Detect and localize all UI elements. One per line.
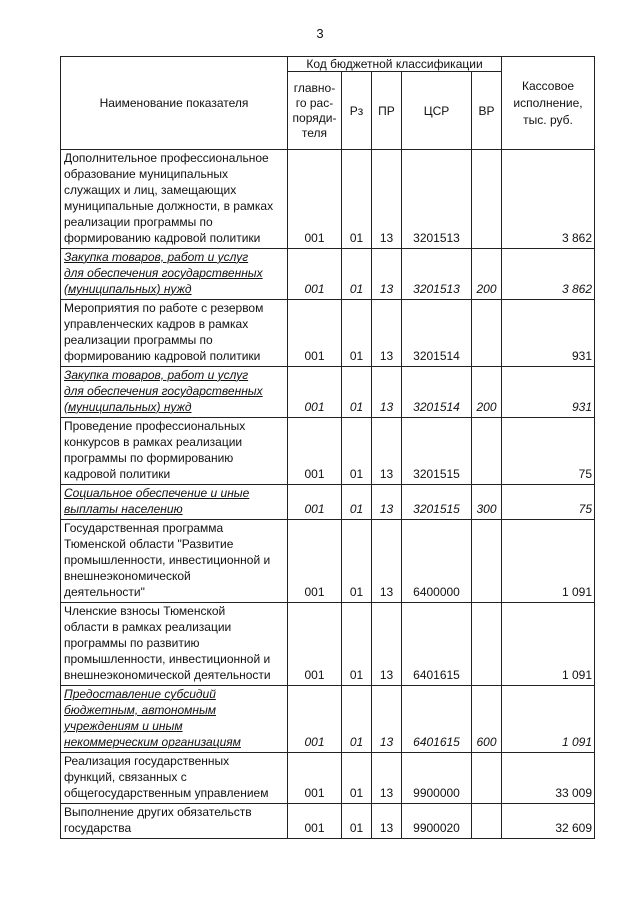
table-body <box>61 150 595 839</box>
row-name: Реализация государственных функций, связанных с общегосударственным управлением <box>61 753 288 804</box>
row-pr: 13 <box>372 686 402 753</box>
row-vr <box>472 804 502 839</box>
row-glavnogo: 001 <box>288 249 342 300</box>
row-pr: 13 <box>372 150 402 249</box>
row-name: Проведение профессиональных конкурсов в рамках реализации программы по формированию кадровой политики <box>61 418 288 485</box>
row-pr: 13 <box>372 367 402 418</box>
row-glavnogo: 001 <box>288 753 342 804</box>
page-number: 3 <box>316 26 324 41</box>
row-glavnogo: 001 <box>288 686 342 753</box>
row-glavnogo: 001 <box>288 603 342 686</box>
row-rz: 01 <box>342 150 372 249</box>
row-csr: 6401615 <box>402 603 472 686</box>
row-rz: 01 <box>342 686 372 753</box>
row-name: Мероприятия по работе с резервом управленческих кадров в рамках реализации программы по формированию кадровой политики <box>61 300 288 367</box>
table-row <box>61 753 595 804</box>
row-name: Выполнение других обязательств государства <box>61 804 288 839</box>
row-glavnogo: 001 <box>288 367 342 418</box>
header-name: Наименование показателя <box>61 57 288 150</box>
row-name: Дополнительное профессиональное образование муниципальных служащих и лиц, замещающих муниципальные должности, в рамках реализации программы по формированию кадровой политики <box>61 150 288 249</box>
table-row <box>61 300 595 367</box>
row-vr: 300 <box>472 485 502 520</box>
row-vr <box>472 300 502 367</box>
row-name: Членские взносы Тюменской области в рамках реализации программы по развитию промышленности, инвестиционной и внешнеэкономической деятельности <box>61 603 288 686</box>
header-amount: Кассовое исполнение, тыс. руб. <box>502 57 595 150</box>
row-vr <box>472 150 502 249</box>
row-amount: 33 009 <box>502 753 595 804</box>
table-row <box>61 418 595 485</box>
row-pr: 13 <box>372 520 402 603</box>
table-row <box>61 150 595 249</box>
table-row <box>61 485 595 520</box>
row-amount: 931 <box>502 300 595 367</box>
row-vr <box>472 753 502 804</box>
row-csr: 3201513 <box>402 249 472 300</box>
row-glavnogo: 001 <box>288 150 342 249</box>
row-amount: 1 091 <box>502 686 595 753</box>
row-csr: 6400000 <box>402 520 472 603</box>
table-row <box>61 249 595 300</box>
table-row <box>61 603 595 686</box>
row-amount: 1 091 <box>502 603 595 686</box>
row-vr: 200 <box>472 249 502 300</box>
row-glavnogo: 001 <box>288 300 342 367</box>
row-csr: 3201515 <box>402 485 472 520</box>
row-csr: 3201515 <box>402 418 472 485</box>
row-amount: 931 <box>502 367 595 418</box>
row-vr: 200 <box>472 367 502 418</box>
row-name: Предоставление субсидий бюджетным, автономным учреждениям и иным некоммерческим организациям <box>61 686 288 753</box>
row-vr <box>472 520 502 603</box>
row-pr: 13 <box>372 804 402 839</box>
row-vr <box>472 603 502 686</box>
row-rz: 01 <box>342 367 372 418</box>
row-rz: 01 <box>342 300 372 367</box>
row-vr: 600 <box>472 686 502 753</box>
header-budget-code-group: Код бюджетной классификации <box>288 57 502 72</box>
header-glavnogo: главно- го рас- поряди- теля <box>288 72 342 150</box>
row-glavnogo: 001 <box>288 418 342 485</box>
row-amount: 75 <box>502 418 595 485</box>
budget-table <box>60 56 595 839</box>
row-vr <box>472 418 502 485</box>
row-rz: 01 <box>342 804 372 839</box>
row-amount: 32 609 <box>502 804 595 839</box>
row-rz: 01 <box>342 520 372 603</box>
row-name: Государственная программа Тюменской области "Развитие промышленности, инвестиционной и внешнеэкономической деятельности" <box>61 520 288 603</box>
row-rz: 01 <box>342 249 372 300</box>
row-name: Социальное обеспечение и иные выплаты населению <box>61 485 288 520</box>
header-csr: ЦСР <box>402 72 472 150</box>
table-row <box>61 520 595 603</box>
row-pr: 13 <box>372 418 402 485</box>
table-row <box>61 686 595 753</box>
header-rz: Рз <box>342 72 372 150</box>
row-pr: 13 <box>372 753 402 804</box>
row-pr: 13 <box>372 603 402 686</box>
row-pr: 13 <box>372 249 402 300</box>
header-pr: ПР <box>372 72 402 150</box>
row-name: Закупка товаров, работ и услуг для обеспечения государственных (муниципальных) нужд <box>61 249 288 300</box>
row-csr: 3201513 <box>402 150 472 249</box>
row-pr: 13 <box>372 300 402 367</box>
row-amount: 3 862 <box>502 249 595 300</box>
row-csr: 9900020 <box>402 804 472 839</box>
row-rz: 01 <box>342 485 372 520</box>
header-vr: ВР <box>472 72 502 150</box>
row-amount: 75 <box>502 485 595 520</box>
row-csr: 3201514 <box>402 300 472 367</box>
table-row <box>61 367 595 418</box>
row-rz: 01 <box>342 418 372 485</box>
row-csr: 3201514 <box>402 367 472 418</box>
row-amount: 3 862 <box>502 150 595 249</box>
row-rz: 01 <box>342 603 372 686</box>
table-row <box>61 804 595 839</box>
row-pr: 13 <box>372 485 402 520</box>
row-csr: 6401615 <box>402 686 472 753</box>
row-csr: 9900000 <box>402 753 472 804</box>
row-name: Закупка товаров, работ и услуг для обеспечения государственных (муниципальных) нужд <box>61 367 288 418</box>
row-glavnogo: 001 <box>288 804 342 839</box>
row-rz: 01 <box>342 753 372 804</box>
row-glavnogo: 001 <box>288 520 342 603</box>
row-amount: 1 091 <box>502 520 595 603</box>
row-glavnogo: 001 <box>288 485 342 520</box>
